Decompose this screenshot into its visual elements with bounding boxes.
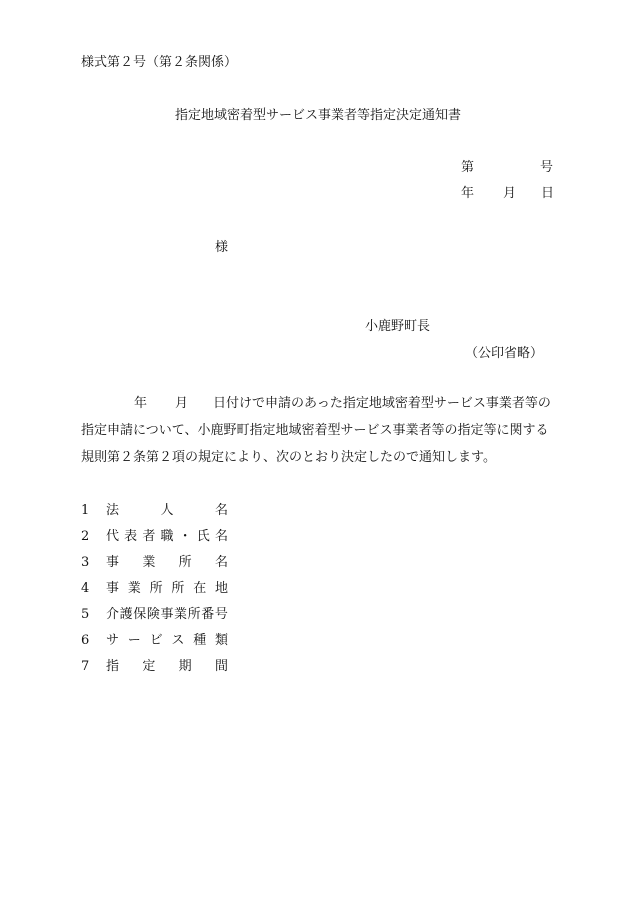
date-year-label: 年 bbox=[461, 186, 475, 201]
body-line-1 bbox=[81, 396, 581, 412]
item-office-name bbox=[81, 555, 241, 571]
body-line-3: 規則第２条第２項の規定により、次のとおり決定したので通知します。 bbox=[81, 450, 496, 465]
item-office-address bbox=[81, 581, 241, 597]
item-label: 介 護 保 険 事 業 所 番 号 bbox=[106, 607, 228, 622]
issuer-name: 小鹿野町長 bbox=[365, 319, 431, 334]
item-number: 1 bbox=[81, 503, 90, 518]
date-day-label: 日 bbox=[541, 186, 555, 201]
document-number-label: 第 bbox=[461, 160, 475, 175]
item-service-type bbox=[81, 633, 241, 649]
body-line-2: 指定申請について、小鹿野町指定地域密着型サービス事業者等の指定等に関する bbox=[81, 423, 549, 438]
document-title: 指定地域密着型サービス事業者等指定決定通知書 bbox=[175, 108, 462, 123]
item-number: 3 bbox=[81, 555, 90, 570]
item-number: 7 bbox=[81, 659, 90, 674]
item-number: 6 bbox=[81, 633, 90, 648]
body-month-label: 月 bbox=[175, 396, 189, 411]
item-label: 事 業 所 所 在 地 bbox=[106, 581, 228, 596]
body-year-label: 年 bbox=[134, 396, 148, 411]
addressee-honorific: 様 bbox=[215, 240, 229, 255]
body-line-1-text: 日付けで申請のあった指定地域密着型サービス事業者等の bbox=[213, 396, 551, 411]
item-number: 2 bbox=[81, 529, 90, 544]
item-label: 事 業 所 名 bbox=[106, 555, 228, 570]
item-label: 法 人 名 bbox=[106, 503, 228, 518]
document-number-suffix: 号 bbox=[540, 160, 554, 175]
item-number: 5 bbox=[81, 607, 90, 622]
seal-omitted-note: （公印省略） bbox=[465, 346, 544, 361]
item-label: 代 表 者 職 ・ 氏 名 bbox=[106, 529, 228, 544]
item-label: 指 定 期 間 bbox=[106, 659, 228, 674]
item-label: サ ー ビ ス 種 類 bbox=[106, 633, 228, 648]
item-representative bbox=[81, 529, 241, 545]
form-reference: 様式第２号（第２条関係） bbox=[81, 55, 238, 70]
item-corporation-name bbox=[81, 503, 241, 519]
date-month-label: 月 bbox=[503, 186, 517, 201]
item-care-insurance-number bbox=[81, 607, 241, 623]
item-designation-period bbox=[81, 659, 241, 675]
item-number: 4 bbox=[81, 581, 90, 596]
